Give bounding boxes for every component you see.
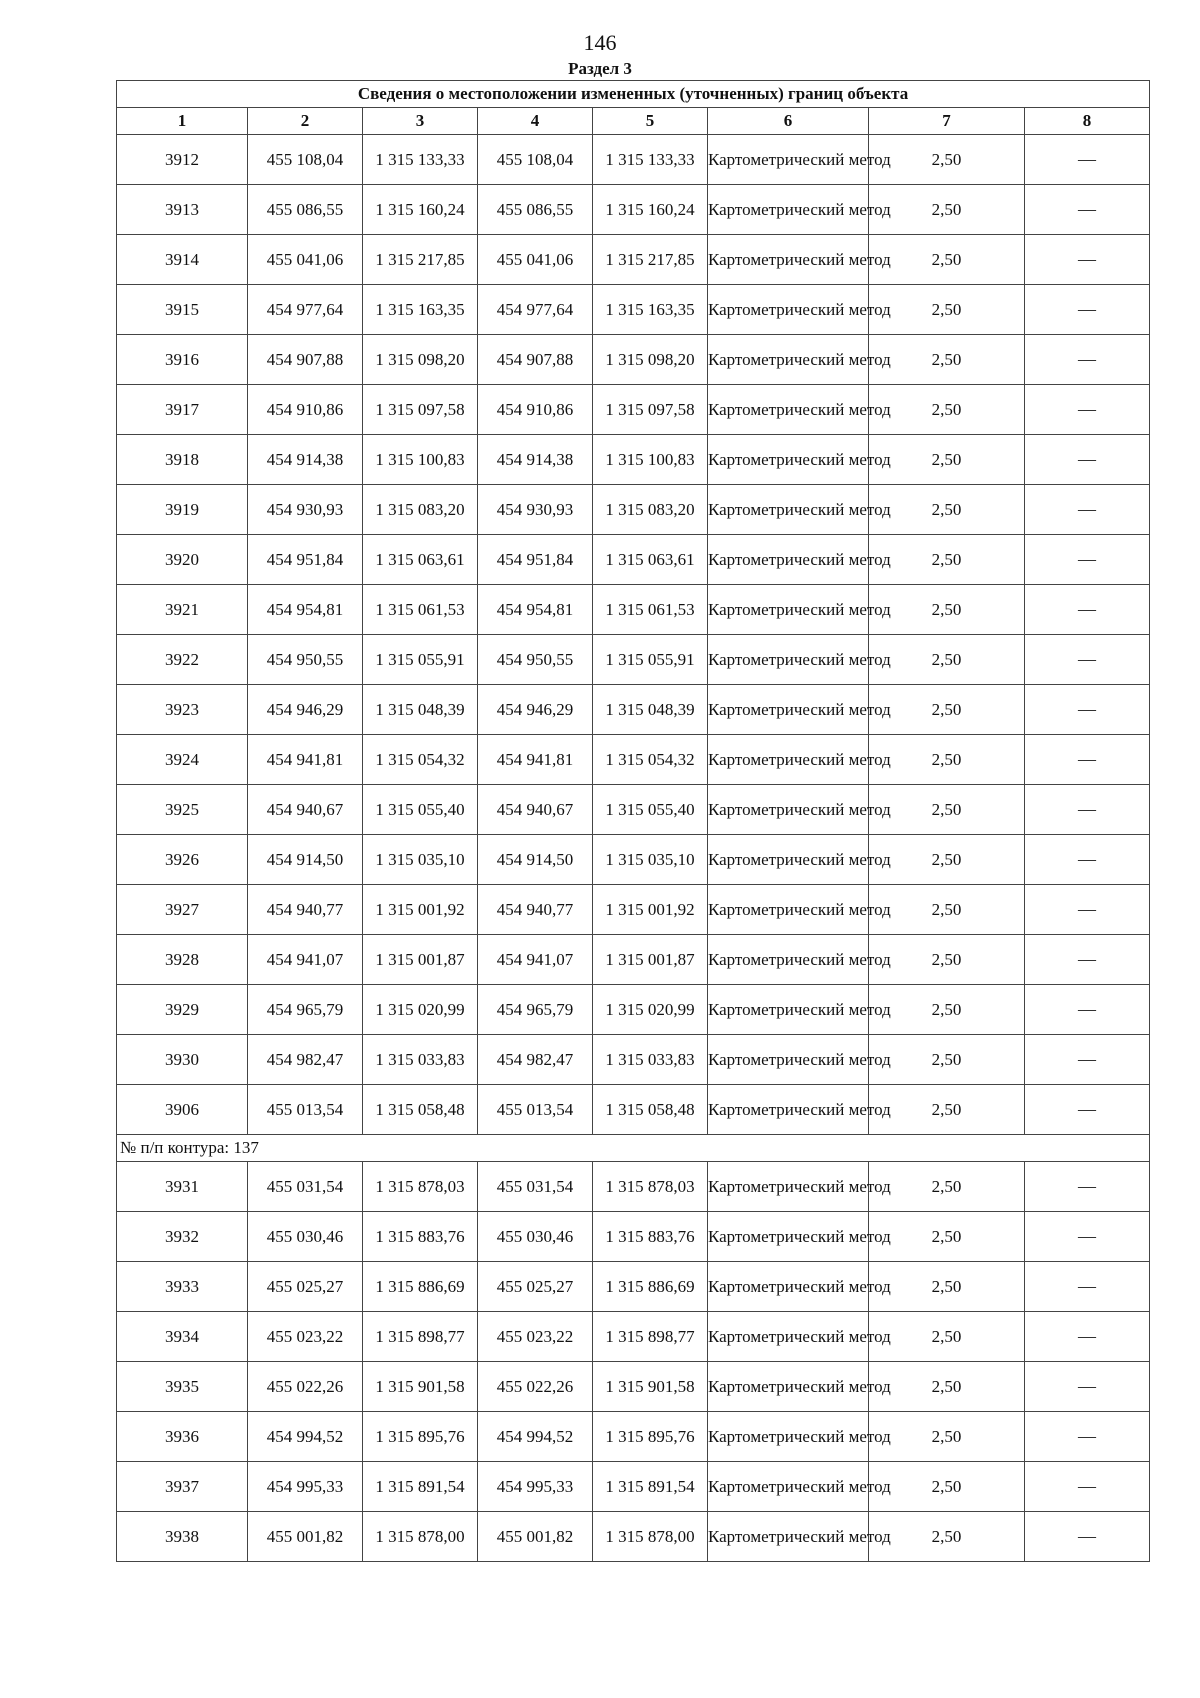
x-coordinate-cell: 455 031,54 (248, 1162, 363, 1212)
x-coordinate-new-cell: 454 910,86 (478, 385, 593, 435)
y-coordinate-new-cell: 1 315 878,00 (593, 1512, 708, 1562)
y-coordinate-cell: 1 315 163,35 (363, 285, 478, 335)
point-number-cell: 3906 (117, 1085, 248, 1135)
y-coordinate-new-cell: 1 315 878,03 (593, 1162, 708, 1212)
point-number-cell: 3922 (117, 635, 248, 685)
note-cell: — (1025, 785, 1150, 835)
table-row (117, 1262, 1150, 1312)
y-coordinate-cell: 1 315 001,92 (363, 885, 478, 935)
x-coordinate-new-cell: 454 982,47 (478, 1035, 593, 1085)
method-cell: Картометрический метод (708, 185, 869, 235)
contour-block-2 (117, 1162, 1150, 1562)
point-number-cell: 3914 (117, 235, 248, 285)
method-cell: Картометрический метод (708, 735, 869, 785)
y-coordinate-cell: 1 315 878,00 (363, 1512, 478, 1562)
point-number-cell: 3931 (117, 1162, 248, 1212)
note-cell: — (1025, 1035, 1150, 1085)
x-coordinate-new-cell: 455 001,82 (478, 1512, 593, 1562)
accuracy-cell: 2,50 (869, 835, 1025, 885)
y-coordinate-new-cell: 1 315 055,40 (593, 785, 708, 835)
x-coordinate-new-cell: 454 941,81 (478, 735, 593, 785)
note-cell: — (1025, 985, 1150, 1035)
table-row (117, 485, 1150, 535)
method-cell: Картометрический метод (708, 1512, 869, 1562)
y-coordinate-cell: 1 315 886,69 (363, 1262, 478, 1312)
x-coordinate-new-cell: 455 108,04 (478, 135, 593, 185)
y-coordinate-new-cell: 1 315 058,48 (593, 1085, 708, 1135)
method-cell: Картометрический метод (708, 1035, 869, 1085)
accuracy-cell: 2,50 (869, 585, 1025, 635)
x-coordinate-cell: 454 907,88 (248, 335, 363, 385)
x-coordinate-new-cell: 454 907,88 (478, 335, 593, 385)
y-coordinate-new-cell: 1 315 083,20 (593, 485, 708, 535)
y-coordinate-cell: 1 315 133,33 (363, 135, 478, 185)
accuracy-cell: 2,50 (869, 985, 1025, 1035)
note-cell: — (1025, 885, 1150, 935)
accuracy-cell: 2,50 (869, 535, 1025, 585)
note-cell: — (1025, 1212, 1150, 1262)
x-coordinate-new-cell: 455 023,22 (478, 1312, 593, 1362)
x-coordinate-cell: 454 941,81 (248, 735, 363, 785)
x-coordinate-new-cell: 454 995,33 (478, 1462, 593, 1512)
x-coordinate-cell: 455 025,27 (248, 1262, 363, 1312)
table-title: Сведения о местоположении измененных (уточненных) границ объекта (117, 81, 1150, 108)
table-row (117, 435, 1150, 485)
accuracy-cell: 2,50 (869, 335, 1025, 385)
table-row (117, 585, 1150, 635)
x-coordinate-cell: 454 950,55 (248, 635, 363, 685)
accuracy-cell: 2,50 (869, 785, 1025, 835)
y-coordinate-cell: 1 315 083,20 (363, 485, 478, 535)
x-coordinate-new-cell: 454 977,64 (478, 285, 593, 335)
y-coordinate-cell: 1 315 895,76 (363, 1412, 478, 1462)
method-cell: Картометрический метод (708, 335, 869, 385)
accuracy-cell: 2,50 (869, 185, 1025, 235)
column-number: 2 (248, 108, 363, 135)
x-coordinate-new-cell: 455 031,54 (478, 1162, 593, 1212)
accuracy-cell: 2,50 (869, 1085, 1025, 1135)
point-number-cell: 3916 (117, 335, 248, 385)
y-coordinate-cell: 1 315 098,20 (363, 335, 478, 385)
section-title: Раздел 3 (568, 59, 632, 78)
point-number-cell: 3919 (117, 485, 248, 535)
x-coordinate-cell: 454 994,52 (248, 1412, 363, 1462)
point-number-cell: 3920 (117, 535, 248, 585)
accuracy-cell: 2,50 (869, 1362, 1025, 1412)
column-number: 8 (1025, 108, 1150, 135)
table-row (117, 785, 1150, 835)
accuracy-cell: 2,50 (869, 1035, 1025, 1085)
x-coordinate-cell: 454 965,79 (248, 985, 363, 1035)
y-coordinate-cell: 1 315 061,53 (363, 585, 478, 635)
y-coordinate-new-cell: 1 315 048,39 (593, 685, 708, 735)
accuracy-cell: 2,50 (869, 685, 1025, 735)
x-coordinate-cell: 454 914,38 (248, 435, 363, 485)
method-cell: Картометрический метод (708, 835, 869, 885)
y-coordinate-cell: 1 315 883,76 (363, 1212, 478, 1262)
method-cell: Картометрический метод (708, 1412, 869, 1462)
y-coordinate-cell: 1 315 891,54 (363, 1462, 478, 1512)
table-row (117, 235, 1150, 285)
point-number-cell: 3913 (117, 185, 248, 235)
note-cell: — (1025, 1512, 1150, 1562)
x-coordinate-new-cell: 454 930,93 (478, 485, 593, 535)
y-coordinate-new-cell: 1 315 054,32 (593, 735, 708, 785)
x-coordinate-cell: 455 023,22 (248, 1312, 363, 1362)
y-coordinate-cell: 1 315 055,91 (363, 635, 478, 685)
y-coordinate-cell: 1 315 100,83 (363, 435, 478, 485)
x-coordinate-new-cell: 455 013,54 (478, 1085, 593, 1135)
x-coordinate-new-cell: 455 025,27 (478, 1262, 593, 1312)
boundary-coordinates-table (116, 80, 1150, 1562)
point-number-cell: 3923 (117, 685, 248, 735)
method-cell: Картометрический метод (708, 785, 869, 835)
point-number-cell: 3928 (117, 935, 248, 985)
x-coordinate-cell: 454 946,29 (248, 685, 363, 735)
x-coordinate-new-cell: 454 950,55 (478, 635, 593, 685)
y-coordinate-new-cell: 1 315 001,92 (593, 885, 708, 935)
x-coordinate-cell: 454 940,67 (248, 785, 363, 835)
x-coordinate-new-cell: 455 086,55 (478, 185, 593, 235)
table-row (117, 1462, 1150, 1512)
table-row (117, 1085, 1150, 1135)
x-coordinate-cell: 455 086,55 (248, 185, 363, 235)
note-cell: — (1025, 135, 1150, 185)
y-coordinate-new-cell: 1 315 035,10 (593, 835, 708, 885)
y-coordinate-new-cell: 1 315 020,99 (593, 985, 708, 1035)
x-coordinate-cell: 455 041,06 (248, 235, 363, 285)
x-coordinate-new-cell: 454 940,77 (478, 885, 593, 935)
table-row (117, 935, 1150, 985)
note-cell: — (1025, 1362, 1150, 1412)
method-cell: Картометрический метод (708, 885, 869, 935)
y-coordinate-new-cell: 1 315 063,61 (593, 535, 708, 585)
point-number-cell: 3926 (117, 835, 248, 885)
note-cell: — (1025, 735, 1150, 785)
note-cell: — (1025, 1162, 1150, 1212)
y-coordinate-new-cell: 1 315 100,83 (593, 435, 708, 485)
note-cell: — (1025, 185, 1150, 235)
x-coordinate-cell: 454 951,84 (248, 535, 363, 585)
point-number-cell: 3918 (117, 435, 248, 485)
y-coordinate-cell: 1 315 035,10 (363, 835, 478, 885)
x-coordinate-new-cell: 454 951,84 (478, 535, 593, 585)
method-cell: Картометрический метод (708, 1462, 869, 1512)
table-row (117, 385, 1150, 435)
column-number: 1 (117, 108, 248, 135)
point-number-cell: 3938 (117, 1512, 248, 1562)
method-cell: Картометрический метод (708, 435, 869, 485)
method-cell: Картометрический метод (708, 1162, 869, 1212)
note-cell: — (1025, 635, 1150, 685)
note-cell: — (1025, 1312, 1150, 1362)
point-number-cell: 3930 (117, 1035, 248, 1085)
note-cell: — (1025, 535, 1150, 585)
method-cell: Картометрический метод (708, 1212, 869, 1262)
table-row (117, 1412, 1150, 1462)
x-coordinate-new-cell: 454 914,38 (478, 435, 593, 485)
point-number-cell: 3935 (117, 1362, 248, 1412)
table-row (117, 885, 1150, 935)
table-row (117, 535, 1150, 585)
x-coordinate-cell: 455 030,46 (248, 1212, 363, 1262)
column-number-row (117, 108, 1150, 135)
x-coordinate-cell: 455 108,04 (248, 135, 363, 185)
y-coordinate-cell: 1 315 048,39 (363, 685, 478, 735)
method-cell: Картометрический метод (708, 1312, 869, 1362)
x-coordinate-new-cell: 454 994,52 (478, 1412, 593, 1462)
x-coordinate-cell: 454 941,07 (248, 935, 363, 985)
accuracy-cell: 2,50 (869, 735, 1025, 785)
point-number-cell: 3933 (117, 1262, 248, 1312)
note-cell: — (1025, 285, 1150, 335)
accuracy-cell: 2,50 (869, 1312, 1025, 1362)
y-coordinate-new-cell: 1 315 055,91 (593, 635, 708, 685)
y-coordinate-cell: 1 315 878,03 (363, 1162, 478, 1212)
column-number: 7 (869, 108, 1025, 135)
column-number: 5 (593, 108, 708, 135)
accuracy-cell: 2,50 (869, 485, 1025, 535)
accuracy-cell: 2,50 (869, 1262, 1025, 1312)
y-coordinate-cell: 1 315 055,40 (363, 785, 478, 835)
y-coordinate-new-cell: 1 315 217,85 (593, 235, 708, 285)
y-coordinate-new-cell: 1 315 895,76 (593, 1412, 708, 1462)
y-coordinate-new-cell: 1 315 001,87 (593, 935, 708, 985)
method-cell: Картометрический метод (708, 1362, 869, 1412)
method-cell: Картометрический метод (708, 635, 869, 685)
table-row (117, 985, 1150, 1035)
accuracy-cell: 2,50 (869, 385, 1025, 435)
table-row (117, 735, 1150, 785)
page-number: 146 (583, 30, 617, 55)
y-coordinate-new-cell: 1 315 163,35 (593, 285, 708, 335)
y-coordinate-cell: 1 315 898,77 (363, 1312, 478, 1362)
y-coordinate-new-cell: 1 315 901,58 (593, 1362, 708, 1412)
x-coordinate-cell: 454 910,86 (248, 385, 363, 435)
contour-separator (117, 1135, 1150, 1162)
x-coordinate-cell: 454 995,33 (248, 1462, 363, 1512)
y-coordinate-cell: 1 315 058,48 (363, 1085, 478, 1135)
y-coordinate-cell: 1 315 001,87 (363, 935, 478, 985)
x-coordinate-new-cell: 454 946,29 (478, 685, 593, 735)
point-number-cell: 3915 (117, 285, 248, 335)
accuracy-cell: 2,50 (869, 435, 1025, 485)
x-coordinate-cell: 454 977,64 (248, 285, 363, 335)
x-coordinate-new-cell: 454 965,79 (478, 985, 593, 1035)
x-coordinate-new-cell: 454 940,67 (478, 785, 593, 835)
note-cell: — (1025, 1412, 1150, 1462)
method-cell: Картометрический метод (708, 585, 869, 635)
point-number-cell: 3927 (117, 885, 248, 935)
method-cell: Картометрический метод (708, 235, 869, 285)
table-row (117, 1212, 1150, 1262)
y-coordinate-new-cell: 1 315 033,83 (593, 1035, 708, 1085)
note-cell: — (1025, 1262, 1150, 1312)
method-cell: Картометрический метод (708, 1262, 869, 1312)
note-cell: — (1025, 1085, 1150, 1135)
accuracy-cell: 2,50 (869, 235, 1025, 285)
table-row (117, 1162, 1150, 1212)
accuracy-cell: 2,50 (869, 1462, 1025, 1512)
method-cell: Картометрический метод (708, 385, 869, 435)
table-row (117, 635, 1150, 685)
method-cell: Картометрический метод (708, 135, 869, 185)
x-coordinate-cell: 454 954,81 (248, 585, 363, 635)
table-row (117, 285, 1150, 335)
note-cell: — (1025, 435, 1150, 485)
table-row (117, 335, 1150, 385)
table-row (117, 1035, 1150, 1085)
note-cell: — (1025, 335, 1150, 385)
point-number-cell: 3929 (117, 985, 248, 1035)
point-number-cell: 3912 (117, 135, 248, 185)
x-coordinate-cell: 455 001,82 (248, 1512, 363, 1562)
point-number-cell: 3932 (117, 1212, 248, 1262)
note-cell: — (1025, 235, 1150, 285)
note-cell: — (1025, 485, 1150, 535)
method-cell: Картометрический метод (708, 285, 869, 335)
accuracy-cell: 2,50 (869, 285, 1025, 335)
y-coordinate-new-cell: 1 315 898,77 (593, 1312, 708, 1362)
x-coordinate-cell: 454 930,93 (248, 485, 363, 535)
table-row (117, 685, 1150, 735)
y-coordinate-cell: 1 315 097,58 (363, 385, 478, 435)
accuracy-cell: 2,50 (869, 885, 1025, 935)
x-coordinate-new-cell: 454 954,81 (478, 585, 593, 635)
table-row (117, 185, 1150, 235)
y-coordinate-new-cell: 1 315 883,76 (593, 1212, 708, 1262)
x-coordinate-new-cell: 454 914,50 (478, 835, 593, 885)
y-coordinate-new-cell: 1 315 160,24 (593, 185, 708, 235)
note-cell: — (1025, 935, 1150, 985)
y-coordinate-new-cell: 1 315 891,54 (593, 1462, 708, 1512)
note-cell: — (1025, 685, 1150, 735)
y-coordinate-cell: 1 315 901,58 (363, 1362, 478, 1412)
x-coordinate-cell: 454 940,77 (248, 885, 363, 935)
note-cell: — (1025, 385, 1150, 435)
y-coordinate-new-cell: 1 315 098,20 (593, 335, 708, 385)
y-coordinate-cell: 1 315 063,61 (363, 535, 478, 585)
note-cell: — (1025, 1462, 1150, 1512)
table-row (117, 1512, 1150, 1562)
x-coordinate-cell: 454 982,47 (248, 1035, 363, 1085)
x-coordinate-new-cell: 455 041,06 (478, 235, 593, 285)
y-coordinate-new-cell: 1 315 061,53 (593, 585, 708, 635)
contour-block-1 (117, 135, 1150, 1135)
method-cell: Картометрический метод (708, 1085, 869, 1135)
accuracy-cell: 2,50 (869, 135, 1025, 185)
point-number-cell: 3925 (117, 785, 248, 835)
y-coordinate-cell: 1 315 054,32 (363, 735, 478, 785)
table-title-row (117, 81, 1150, 108)
accuracy-cell: 2,50 (869, 1212, 1025, 1262)
contour-label-row (117, 1135, 1150, 1162)
point-number-cell: 3937 (117, 1462, 248, 1512)
x-coordinate-cell: 455 022,26 (248, 1362, 363, 1412)
table-row (117, 135, 1150, 185)
y-coordinate-cell: 1 315 217,85 (363, 235, 478, 285)
y-coordinate-new-cell: 1 315 886,69 (593, 1262, 708, 1312)
y-coordinate-new-cell: 1 315 133,33 (593, 135, 708, 185)
accuracy-cell: 2,50 (869, 1512, 1025, 1562)
x-coordinate-new-cell: 454 941,07 (478, 935, 593, 985)
point-number-cell: 3921 (117, 585, 248, 635)
accuracy-cell: 2,50 (869, 935, 1025, 985)
note-cell: — (1025, 585, 1150, 635)
column-number: 4 (478, 108, 593, 135)
point-number-cell: 3917 (117, 385, 248, 435)
y-coordinate-cell: 1 315 033,83 (363, 1035, 478, 1085)
method-cell: Картометрический метод (708, 985, 869, 1035)
table-row (117, 1362, 1150, 1412)
y-coordinate-cell: 1 315 020,99 (363, 985, 478, 1035)
method-cell: Картометрический метод (708, 535, 869, 585)
x-coordinate-cell: 455 013,54 (248, 1085, 363, 1135)
point-number-cell: 3936 (117, 1412, 248, 1462)
x-coordinate-cell: 454 914,50 (248, 835, 363, 885)
method-cell: Картометрический метод (708, 685, 869, 735)
contour-label: № п/п контура: 137 (117, 1135, 1150, 1162)
column-number: 3 (363, 108, 478, 135)
table-row (117, 835, 1150, 885)
y-coordinate-cell: 1 315 160,24 (363, 185, 478, 235)
y-coordinate-new-cell: 1 315 097,58 (593, 385, 708, 435)
point-number-cell: 3934 (117, 1312, 248, 1362)
accuracy-cell: 2,50 (869, 1412, 1025, 1462)
method-cell: Картометрический метод (708, 485, 869, 535)
column-number: 6 (708, 108, 869, 135)
note-cell: — (1025, 835, 1150, 885)
x-coordinate-new-cell: 455 030,46 (478, 1212, 593, 1262)
table-row (117, 1312, 1150, 1362)
method-cell: Картометрический метод (708, 935, 869, 985)
x-coordinate-new-cell: 455 022,26 (478, 1362, 593, 1412)
accuracy-cell: 2,50 (869, 1162, 1025, 1212)
accuracy-cell: 2,50 (869, 635, 1025, 685)
point-number-cell: 3924 (117, 735, 248, 785)
